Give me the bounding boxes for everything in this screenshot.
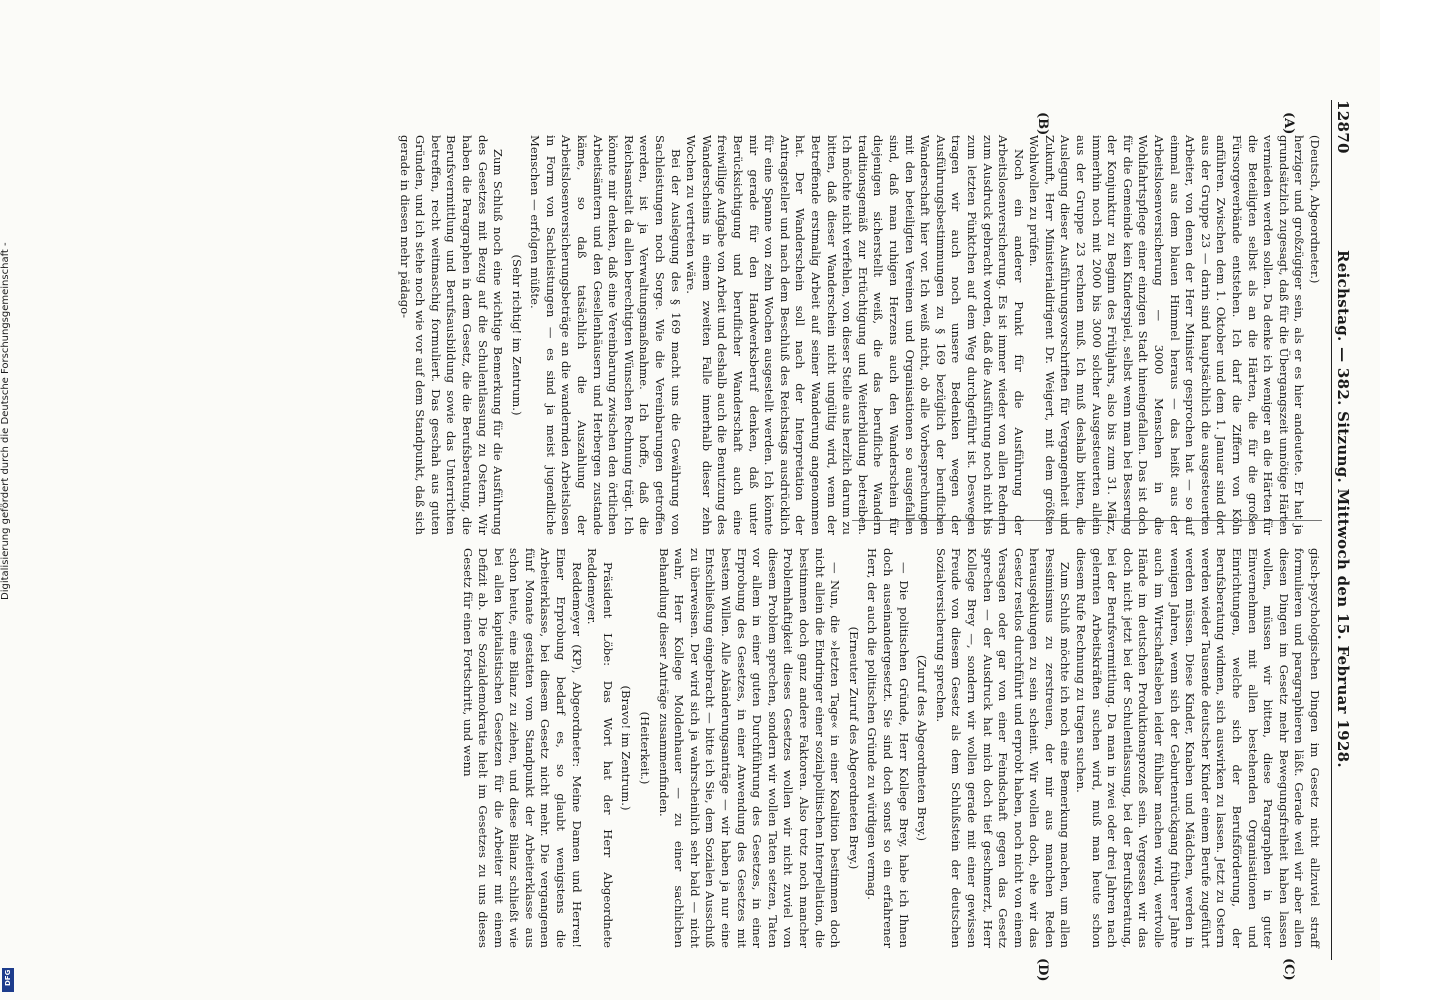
- text-column-left: [396, 135, 1322, 535]
- interjection: (Zuruf des Abgeordneten Brey.): [915, 654, 930, 842]
- paragraph: herziger und großzügiger sein, als er es hier andeutete. Er hat ja grundsätzlich zugesagt, daß für die Übergangszeit unnötige Härten vermieden werden sollen. Da denke ich weniger an die Härten für die Beteiligten selbst als an die Härten, die für die großen Fürsorgeverbände entstehen. Ich darf die Ziffern von Köln anführen. Zwischen dem 1. Oktober und dem 1. Januar sind dort aus der Gruppe 23 — darin sind hauptsächlich die ausgesteuerten Arbeiter, von denen der Herr Minister gesprochen hat — so auf einmal aus dem blauen Himmel heraus — das heißt aus der Arbeitslosenversicherung — 3000 Menschen in die Wohlfahrtspflege einer einzigen Stadt hineingefallen. Das ist doch für die Gemeinde kein Kinderspiel, selbst wenn man bei Besserung der Konjunktur zu Beginn des Frühjahrs, also bis zum 31. März, immerhin noch mit 2000 bis 3000 solcher Ausgesteuerten allein aus der Gruppe 23 rechnen muß. Ich muß deshalb bitten, die Auslegung dieser Ausführungsvorschriften für Vergangenheit und Zukunft, Herr Ministerialdirigent Dr. Weigert, mit dem größten Wohlwollen zu prüfen.: [1027, 135, 1307, 535]
- text-column-right: [459, 548, 1322, 948]
- interjection: (Bravo! im Zentrum.): [619, 685, 634, 811]
- page-number: 12870: [1334, 100, 1352, 154]
- paragraph: — Die politischen Gründe, Herr Kollege Brey, habe ich Ihnen doch auseinandergesetzt. Sie sind doch sonst so ein erfahrener Herr, der auch die politischen Gründe zu würdigen vermag.: [865, 548, 911, 948]
- page-header: [1331, 100, 1352, 960]
- interjection: (Heiterkeit.): [638, 711, 653, 785]
- paragraph: Noch ein anderer Punkt für die Ausführung der Arbeitslosenversicherung. Es ist immer wieder von allen Rednern zum Ausdruck gebracht worden, daß die Ausführung noch nicht bis zum letzten Pünktchen auf dem Weg durchgeführt ist. Deswegen tragen wir auch noch unsere Bedenken wegen der Ausführungsbestimmungen zu § 169 bezüglich der beruflichen Wanderschaft hier vor. Ich weiß nicht, ob alle Vorbesprechungen mit den beteiligten Vereinen und Organisationen so ausgefallen sind, daß man ruhigen Herzens auch den Wanderschein für diejenigen sicherstellt weiß, die das berufliche Wandern traditionsgemäß zur Ertüchtigung und Weiterbildung betreiben. Ich möchte nicht verfehlen, von dieser Stelle aus herzlich darum zu bitten, daß dieser Wanderschein nicht ungültig wird, wenn der Betreffende erstmalig Arbeit auf seiner Wanderung angenommen hat. Der Wanderschein soll nach der Interpretation der Antragsteller und nach dem Beschluß des Reichstags ausdrücklich für eine Spanne von zehn Wochen ausgestellt werden. Ich könnte mir gerade für den Handwerksberuf denken, daß unter Berücksichtigung und beruflicher Wanderschaft auch eine freiwillige Aufgabe von Arbeit und deshalb auch die Benutzung des Wanderscheins in einem zweiten Falle innerhalb dieser zehn Wochen zu vertreten wäre.: [684, 135, 1026, 535]
- paragraph: — Nun, die »letzten Tage« in einer Koalition bestimmen doch nicht allein die Eindringer einer sozialpolitischen Interpellation, die bestimmen doch ganz andere Faktoren. Also trotz noch mancher Problemhaftigkeit dieses Gesetzes wollen wir nicht zuviel von diesem Problem sprechen, sondern wir wollen Taten setzen, Taten vor allem in einer guten Durchführung des Gesetzes, in einer Erprobung des Gesetzes, in einer Anwendung des Gesetzes mit bestem Willen. Alle Abänderungsanträge — wir haben ja nur eine Entschließung eingebracht — bitte ich Sie, dem Sozialen Ausschuß zu überweisen. Der wird sich ja wahrscheinlich sehr bald — nicht wahr, Herr Kollege Moldenhauer — zu einer sachlichen Behandlung dieser Anträge zusammenfinden.: [656, 548, 843, 948]
- interjection: (Erneuter Zuruf des Abgeordneten Brey.): [846, 626, 861, 870]
- paragraph: Zum Schluß noch eine wichtige Bemerkung für die Ausführung des Gesetzes mit Bezug auf die Schulentlassung zu Ostern. Wir haben die Paragraphen in dem Gesetz, die die Berufsberatung, die Berufsvermittlung und Berufsausbildung sowie das Unterrichten betreffen, recht weitmaschig formuliert. Das geschah aus guten Gründen, und ich stehe noch wie vor auf dem Standpunkt, daß sich gerade in diesen mehr pädago-: [397, 135, 506, 535]
- paragraph: gisch-psychologischen Dingen im Gesetz nicht allzuviel straff formulieren und paragraphieren läßt. Gerade weil wir aber allen diesen Dingen im Gesetz mehr Bewegungsfreiheit haben lassen wollen, müssen wir bitten, diese Paragraphen in guter Einvernehmen mit allen bestehenden Organisationen und Einrichtungen, welche sich der Berufsförderung, der Berufsberatung widmen, sich auswirken zu lassen. Jetzt zu Ostern werden wieder Tausende deutscher Kinder einem Berufe zugeführt werden müssen. Diese Kinder, Knaben und Mädchen, werden in wenigen Jahren, wenn sich der Geburtenrückgang früherer Jahre auch im Wirtschaftsleben leider fühlbar machen wird, wertvolle Hände im deutschen Produktionsprozeß sein. Vergessen wir das doch nicht jetzt bei der Schulentlassung, bei der Berufsberatung, bei der Berufsvermittlung. Da man in zwei oder drei Jahren nach gelernten Arbeitskräften suchen wird, muß man heute schon diesem Rufe Rechnung zu tragen suchen.: [1074, 548, 1322, 948]
- paragraph: Zum Schluß möchte ich noch eine Bemerkung machen, um allen Pessimismus zu zerstreuen, der mir aus manchen Reden herausgeklungen zu sein scheint. Wir wollen doch, ehe wir das Gesetz restlos durchführt und erprobt haben, noch nicht von einem Versagen oder gar von einer Feindschaft gegen das Gesetz sprechen — der Ausdruck hat mich doch tief geschmerzt, Herr Kollege Brey —, sondern wir wollen gerade mit einer gewissen Freude von diesem Gesetz als dem Schlußstein der deutschen Sozialversicherung sprechen.: [933, 548, 1073, 948]
- page-title: Reichstag. — 382. Sitzung. Mittwoch den 15. Februar 1928.: [1334, 250, 1352, 768]
- paragraph-speaker: Reddemeyer (KP), Abgeordneter: Meine Damen und Herren! Einer Erprobung bedarf es, so glaubt wenigstens die Arbeiterklasse, bei diesem Gesetz nicht mehr. Die vergangenen fünf Monate gestatten vom Standpunkt der Arbeiterklasse aus schon heute, eine Bilanz zu ziehen, und diese Bilanz schließt wie bei allen kapitalistischen Gesetzen für die Arbeiter mit einem Defizit ab. Die Sozialdemokratie hielt im Gesetzes zu uns dieses Gesetz für einen Fortschritt, und wenn: [460, 548, 584, 948]
- dfg-logo-text: DFG: [4, 969, 12, 986]
- margin-mark-b: (B): [1035, 112, 1050, 136]
- margin-mark-c: (C): [1281, 958, 1296, 981]
- margin-mark-a: (A): [1281, 112, 1296, 135]
- margin-mark-d: (D): [1035, 958, 1050, 982]
- paragraph-president: Präsident Löbe: Das Wort hat der Herr Abgeordnete Reddemeyer.: [585, 548, 615, 948]
- paragraph: Bei der Auslegung des § 169 macht uns die Gewährung von Sachleistungen noch Sorge. Wie die Vereinbarungen getroffen werden, ist ja Verwaltungsmaßnahme. Ich hoffe, daß die Reichsanstalt da allen berechtigten Wünschen Rechnung trägt. Ich könnte mir denken, daß eine Vereinbarung zwischen den örtlichen Arbeitsämtern und den Gesellenhäusern und Herbergen zustande käme, so daß tatsächlich die Auszahlung der Arbeitslosenversicherungsbeträge an die wandernden Arbeitslosen in Form von Sachleistungen — es sind ja meist jugendliche Menschen — erfolgen müßte.: [528, 135, 683, 535]
- interjection: (Sehr richtig! im Zentrum.): [509, 254, 524, 416]
- speaker-tag: (Deutsch, Abgeordneter.): [1308, 135, 1322, 284]
- dfg-logo-icon: [2, 968, 14, 992]
- digitization-credit: Digitalisierung gefördert durch die Deutsche Forschungsgemeinschaft -: [0, 242, 11, 600]
